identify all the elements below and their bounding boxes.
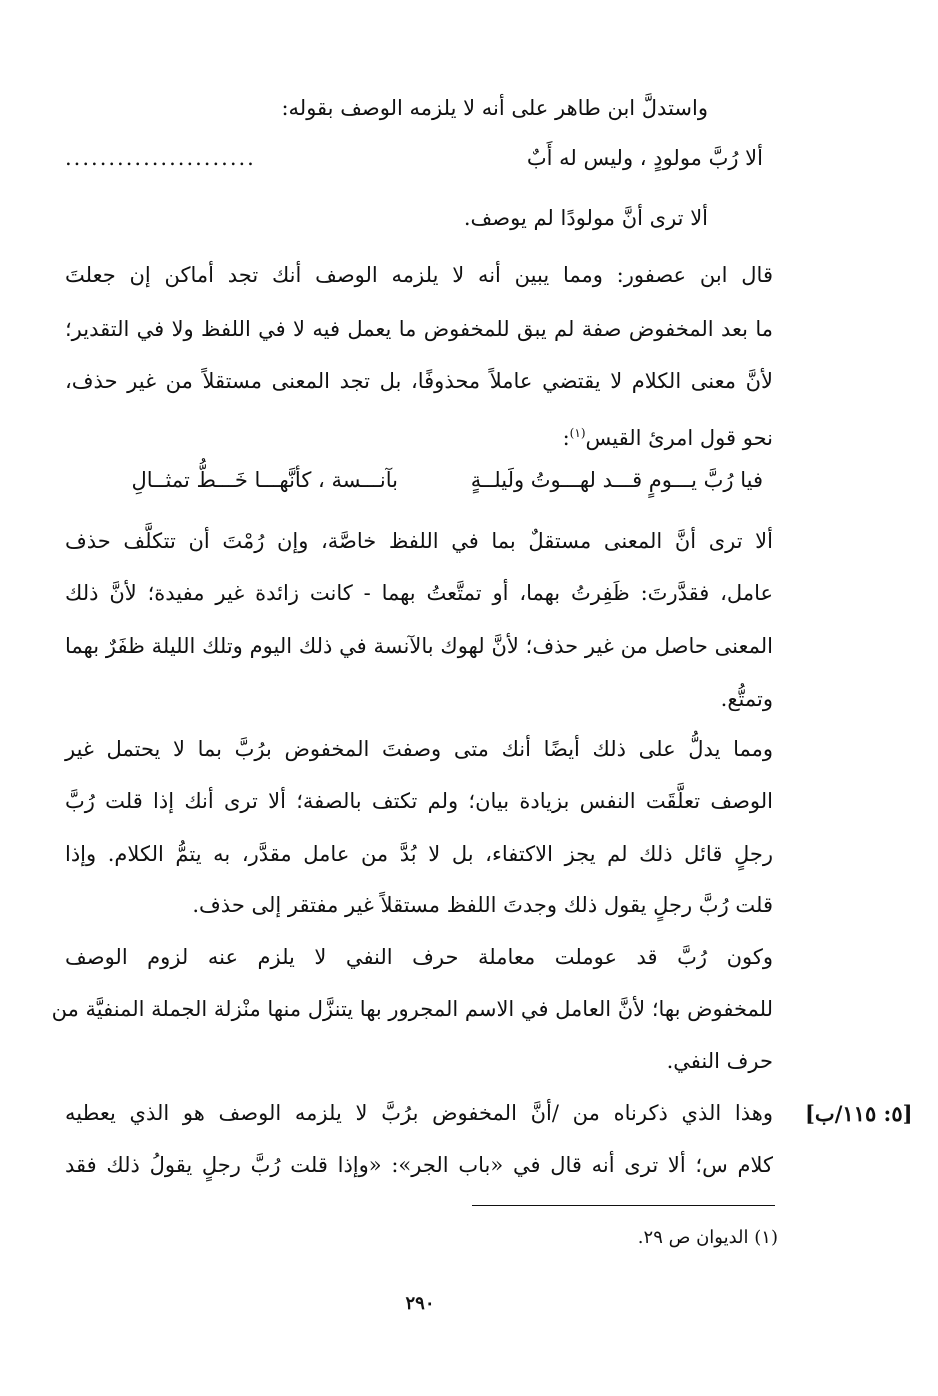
body-line-7: ألا ترى أنَّ المعنى مستقلٌ بما في اللفظ خاصَّة، وإن رُمْتَ أن تتكلَّف حذف (65, 529, 773, 553)
body-line-13: رجلٍ قائل ذلك لم يجز الاكتفاء، بل لا بُدَّ من عامل مقدَّر، به يتمُّ الكلام. وإذا (65, 842, 773, 866)
body-line-2: ألا ترى أنَّ مولودًا لم يوصف. (463, 206, 708, 230)
body-line-15: وكون رُبَّ قد عوملت معاملة حرف النفي لا يلزم عنه لزوم الوصف (65, 945, 773, 969)
body-line-19: كلام س؛ ألا ترى أنه قال في «باب الجر»: «وإذا قلت رُبَّ رجلٍ يقولُ ذلك فقد (65, 1153, 773, 1177)
body-line-17: حرف النفي. (666, 1049, 773, 1073)
body-line-1: واستدلَّ ابن طاهر على أنه لا يلزمه الوصف بقوله: (281, 96, 708, 120)
footnote-marker: (١) (569, 426, 586, 440)
body-line-6-colon: : (562, 426, 570, 450)
verse-2-second-hemistich: بآنـــسة ، كأنَّهـــا خَـــطُّ تمثــالِ (131, 468, 398, 492)
body-line-12: الوصف تعلَّقَت النفس بزيادة بيان؛ ولم تكتف بالصفة؛ ألا ترى أنك إذا قلت رُبَّ (65, 789, 773, 813)
body-line-4: ما بعد المخفوض صفة لم يبق للمخفوض ما يعمل فيه لا في اللفظ ولا في التقدير؛ (65, 317, 773, 341)
body-line-9: المعنى حاصل من غير حذف؛ لأنَّ لهوك بالآنسة في ذلك اليوم وتلك الليلة ظفَرٌ بهما (65, 634, 773, 658)
body-line-5: لأنَّ معنى الكلام لا يقتضي عاملاً محذوفًا، بل تجد المعنى مستقلاً من غير حذف، (65, 369, 773, 393)
page-number: ٢٩٠ (405, 1293, 435, 1314)
body-line-18: وهذا الذي ذكرناه من /أنَّ المخفوض برُبَّ لا يلزمه الوصف هو الذي يعطيه (65, 1101, 773, 1125)
body-line-8: عامل، فقدَّرتَ: ظَفِرتُ بهما، أو تمتَّعتُ بهما - كانت زائدة غير مفيدة؛ لأنَّ ذلك (65, 581, 773, 605)
body-line-14: قلت رُبَّ رجلٍ يقول ذلك وجدتَ اللفظ مستقلاً غير مفتقر إلى حذف. (192, 893, 773, 917)
footnote-1: (١) الديوان ص ٢٩. (637, 1227, 778, 1248)
body-line-11: ومما يدلُّ على ذلك أيضًا أنك متى وصفتَ المخفوض برُبَّ بما لا يحتمل غير (65, 737, 773, 761)
verse-1-ellipsis: ...................... (65, 146, 256, 170)
footnote-separator (472, 1205, 775, 1206)
body-line-10: وتمتُّع. (720, 687, 773, 711)
body-line-6 (173, 418, 773, 448)
verse-1-first-hemistich: ألا رُبَّ مولودٍ ، وليس له أَبٌ (526, 146, 763, 170)
margin-manuscript-reference: [٥: ١١٥/ب] (805, 1101, 913, 1126)
body-line-6-text: نحو قول امرئ القيس (585, 426, 773, 450)
body-line-3: قال ابن عصفور: ومما يبين أنه لا يلزمه الوصف أنك تجد أماكن إن جعلتَ (65, 263, 773, 287)
body-line-16: للمخفوض بها؛ لأنَّ العامل في الاسم المجرور بها يتنزَّل منها منْزلة الجملة المنفيَّة من (51, 997, 773, 1021)
verse-2-first-hemistich: فيا رُبَّ يـــومٍ قـــد لهـــوتُ ولَيلــةٍ (470, 468, 763, 492)
